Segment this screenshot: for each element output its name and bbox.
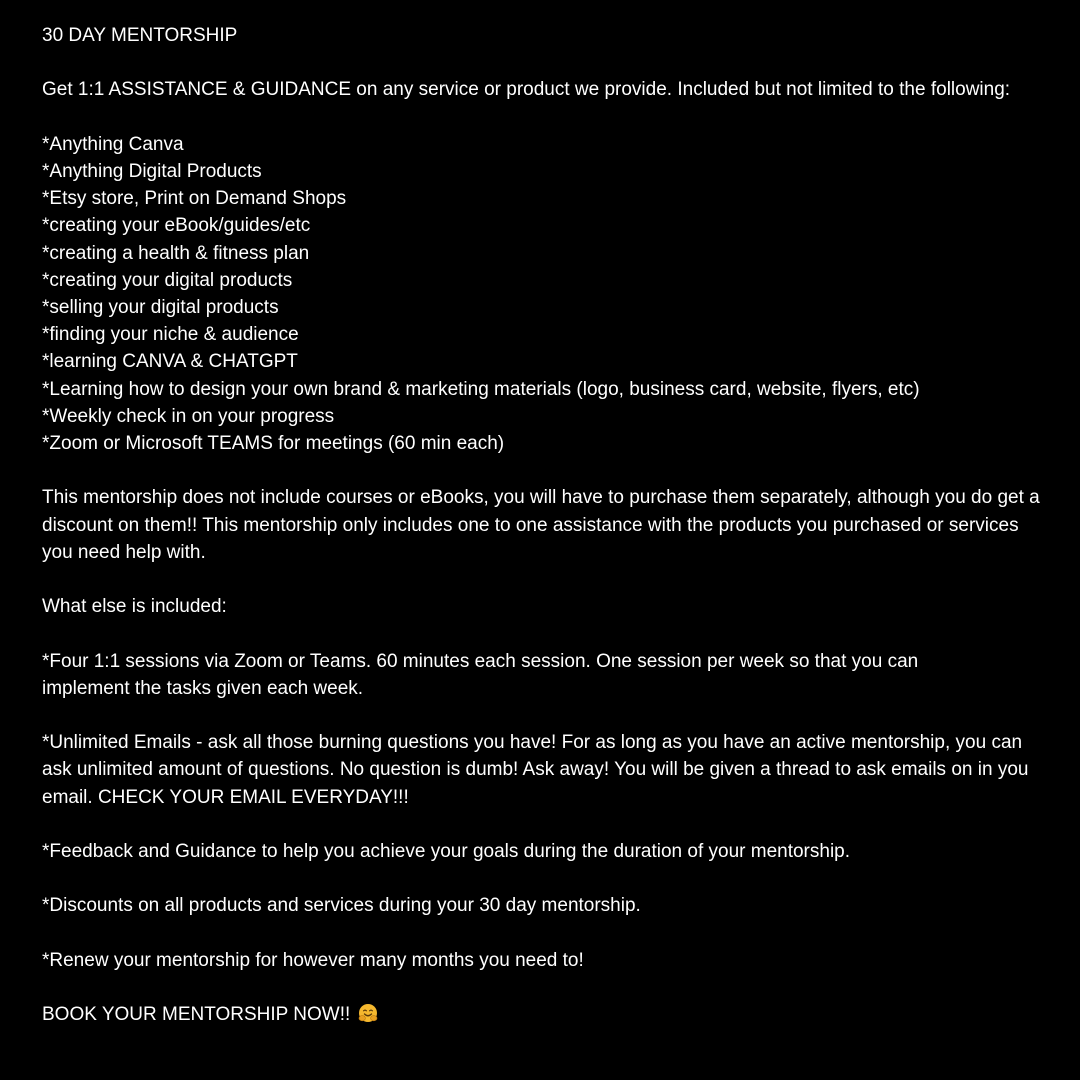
list-item: *creating your digital products: [42, 269, 293, 291]
list-item: *learning CANVA & CHATGPT: [42, 351, 298, 373]
list-item: *Zoom or Microsoft TEAMS for meetings (60 min each): [42, 433, 505, 455]
cta-text: BOOK YOUR MENTORSHIP NOW!!: [42, 1004, 351, 1026]
spacer: [42, 920, 1040, 947]
spacer: [42, 566, 1040, 593]
list-item: *finding your niche & audience: [42, 324, 299, 346]
spacer: [42, 974, 1040, 1001]
included-heading: What else is included:: [42, 596, 227, 618]
included-item: *Renew your mentorship for however many months you need to!: [42, 949, 584, 971]
list-item: *Anything Digital Products: [42, 160, 262, 182]
spacer: [42, 457, 1040, 484]
spacer: [42, 49, 1040, 76]
spacer: [42, 811, 1040, 838]
disclaimer-paragraph: This mentorship does not include courses or eBooks, you will have to purchase them separately, although you do get a discount on them!! This mentorship only includes one to one assistance with the products you purchased or services you need help with.: [42, 487, 1040, 563]
list-item: *Learning how to design your own brand & marketing materials (logo, business card, website, flyers, etc): [42, 378, 920, 400]
spacer: [42, 702, 1040, 729]
included-item: *Four 1:1 sessions via Zoom or Teams. 60 minutes each session. One session per week so that you can implement the tasks given each week.: [42, 650, 919, 699]
list-item: *Anything Canva: [42, 133, 184, 155]
page-title: 30 DAY MENTORSHIP: [42, 25, 238, 46]
list-item: *Etsy store, Print on Demand Shops: [42, 188, 347, 210]
intro-paragraph: Get 1:1 ASSISTANCE & GUIDANCE on any service or product we provide. Included but not limited to the following:: [42, 79, 1011, 101]
spacer: [42, 620, 1040, 647]
spacer: [42, 104, 1040, 131]
included-item: *Discounts on all products and services during your 30 day mentorship.: [42, 895, 641, 917]
spacer: [42, 865, 1040, 892]
list-item: *selling your digital products: [42, 297, 279, 318]
cta-line: [42, 1001, 1040, 1028]
included-item: *Feedback and Guidance to help you achieve your goals during the duration of your mentorship.: [42, 840, 851, 862]
included-item: *Unlimited Emails - ask all those burning questions you have! For as long as you have an active mentorship, you can ask unlimited amount of questions. No question is dumb! Ask away! You will be given a thread to ask emails on in you email. CHECK YOUR EMAIL EVERYDAY!!!: [42, 732, 1029, 808]
hugging-face-emoji-icon: [358, 1003, 378, 1023]
list-item: *Weekly check in on your progress: [42, 405, 335, 427]
list-item: *creating your eBook/guides/etc: [42, 215, 311, 237]
list-item: *creating a health & fitness plan: [42, 242, 310, 264]
